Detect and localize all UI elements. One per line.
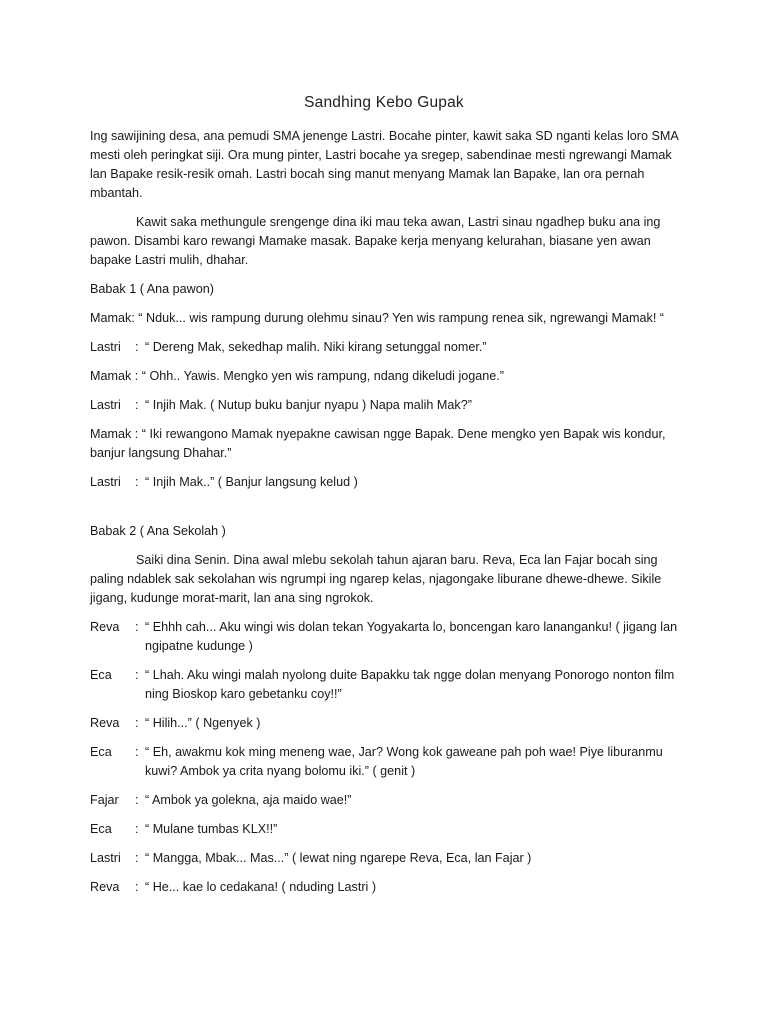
dialogue-line <box>90 309 690 328</box>
dialogue-speaker: Lastri <box>90 340 121 354</box>
dialogue-separator: : <box>135 880 139 894</box>
dialogue-text: “ Injih Mak..” ( Banjur langsung kelud ) <box>145 475 358 489</box>
dialogue-separator: : <box>135 398 139 412</box>
dialogue-speaker: Eca <box>90 822 112 836</box>
dialogue-separator: : <box>131 311 139 325</box>
dialogue-line <box>90 791 690 810</box>
dialogue-line <box>90 820 690 839</box>
dialogue-speaker: Lastri <box>90 398 121 412</box>
intro-paragraph-1: Ing sawijining desa, ana pemudi SMA jenenge Lastri. Bocahe pinter, kawit saka SD nganti kelas loro SMA mesti oleh peringkat siji. Ora mung pinter, Lastri bocahe ya sregep, sabendinae mesti ngrewangi Mamak lan Bapake resik-resik omah. Lastri bocah sing manut menyang Mamak lan Bapake, lan ora pernah mbantah. <box>90 129 679 200</box>
dialogue-speaker: Lastri <box>90 475 121 489</box>
dialogue-speaker: Reva <box>90 880 120 894</box>
dialogue-speaker: Mamak <box>90 369 135 383</box>
dialogue-separator: : <box>135 620 139 634</box>
dialogue-line <box>90 878 690 897</box>
dialogue-text: “ Mulane tumbas KLX!!” <box>145 822 278 836</box>
dialogue-text: “ Hilih...” ( Ngenyek ) <box>145 716 261 730</box>
dialogue-separator: : <box>135 822 139 836</box>
dialogue-line <box>90 743 690 781</box>
scene-2-narration: Saiki dina Senin. Dina awal mlebu sekolah tahun ajaran baru. Reva, Eca lan Fajar bocah sing paling ndablek sak sekolahan wis ngrumpi ing ngarep kelas, njagongake liburane dhewe-dhewe. Sikile jigang, kudunge morat-marit, lan ana sing ngrokok. <box>90 553 662 605</box>
dialogue-speaker: Mamak <box>90 311 132 325</box>
dialogue-speaker: Fajar <box>90 793 119 807</box>
dialogue-separator: : <box>135 340 139 354</box>
dialogue-separator: : <box>135 793 139 807</box>
dialogue-speaker: Mamak <box>90 427 135 441</box>
dialogue-text: “ Injih Mak. ( Nutup buku banjur nyapu ) Napa malih Mak?” <box>145 398 472 412</box>
dialogue-line <box>90 666 690 704</box>
scene-2-heading: Babak 2 ( Ana Sekolah ) <box>90 524 226 538</box>
intro-paragraph-2: Kawit saka methungule srengenge dina iki mau teka awan, Lastri sinau ngadhep buku ana ing pawon. Disambi karo rewangi Mamake masak. Bapake kerja menyang kelurahan, biasane yen awan bapake Lastri mulih, dhahar. <box>90 215 661 267</box>
dialogue-text: “ Ohh.. Yawis. Mengko yen wis rampung, ndang dikeludi jogane.” <box>141 369 504 383</box>
dialogue-text: “ Iki rewangono Mamak nyepakne cawisan ngge Bapak. Dene mengko yen Bapak wis kondur, banjur langsung Dhahar.” <box>90 427 666 460</box>
dialogue-separator: : <box>135 716 139 730</box>
dialogue-line <box>90 396 690 415</box>
dialogue-text: “ He... kae lo cedakana! ( nduding Lastri ) <box>145 880 377 894</box>
dialogue-text: “ Nduk... wis rampung durung olehmu sinau? Yen wis rampung renea sik, ngrewangi Mamak! “ <box>138 311 665 325</box>
dialogue-line <box>90 425 690 463</box>
dialogue-speaker: Eca <box>90 668 112 682</box>
dialogue-line <box>90 473 690 492</box>
dialogue-speaker: Eca <box>90 745 112 759</box>
dialogue-line <box>90 849 690 868</box>
dialogue-text: “ Ambok ya golekna, aja maido wae!” <box>145 793 352 807</box>
dialogue-line <box>90 338 690 357</box>
dialogue-speaker: Reva <box>90 620 120 634</box>
dialogue-text: “ Lhah. Aku wingi malah nyolong duite Bapakku tak ngge dolan menyang Ponorogo nonton film ning Bioskop karo gebetanku coy!!” <box>145 668 675 701</box>
section-spacer <box>90 502 690 522</box>
dialogue-separator: : <box>134 427 142 441</box>
dialogue-speaker: Lastri <box>90 851 121 865</box>
dialogue-separator: : <box>135 745 139 759</box>
document-body <box>90 127 690 907</box>
dialogue-separator: : <box>135 851 139 865</box>
dialogue-text: “ Mangga, Mbak... Mas...” ( lewat ning ngarepe Reva, Eca, lan Fajar ) <box>145 851 532 865</box>
dialogue-text: “ Eh, awakmu kok ming meneng wae, Jar? Wong kok gaweane pah poh wae! Piye liburanmu kuwi? Ambok ya crita nyang bolomu iki.” ( genit ) <box>145 745 663 778</box>
dialogue-separator: : <box>135 475 139 489</box>
scene-1-heading: Babak 1 ( Ana pawon) <box>90 282 214 296</box>
dialogue-line <box>90 367 690 386</box>
dialogue-separator: : <box>134 369 142 383</box>
dialogue-text: “ Dereng Mak, sekedhap malih. Niki kirang setunggal nomer.” <box>145 340 487 354</box>
dialogue-text: “ Ehhh cah... Aku wingi wis dolan tekan Yogyakarta lo, boncengan karo lananganku! ( jigang lan ngipatne kudunge ) <box>145 620 678 653</box>
dialogue-speaker: Reva <box>90 716 120 730</box>
dialogue-line <box>90 714 690 733</box>
document-title: Sandhing Kebo Gupak <box>304 94 464 111</box>
dialogue-line <box>90 618 690 656</box>
dialogue-separator: : <box>135 668 139 682</box>
